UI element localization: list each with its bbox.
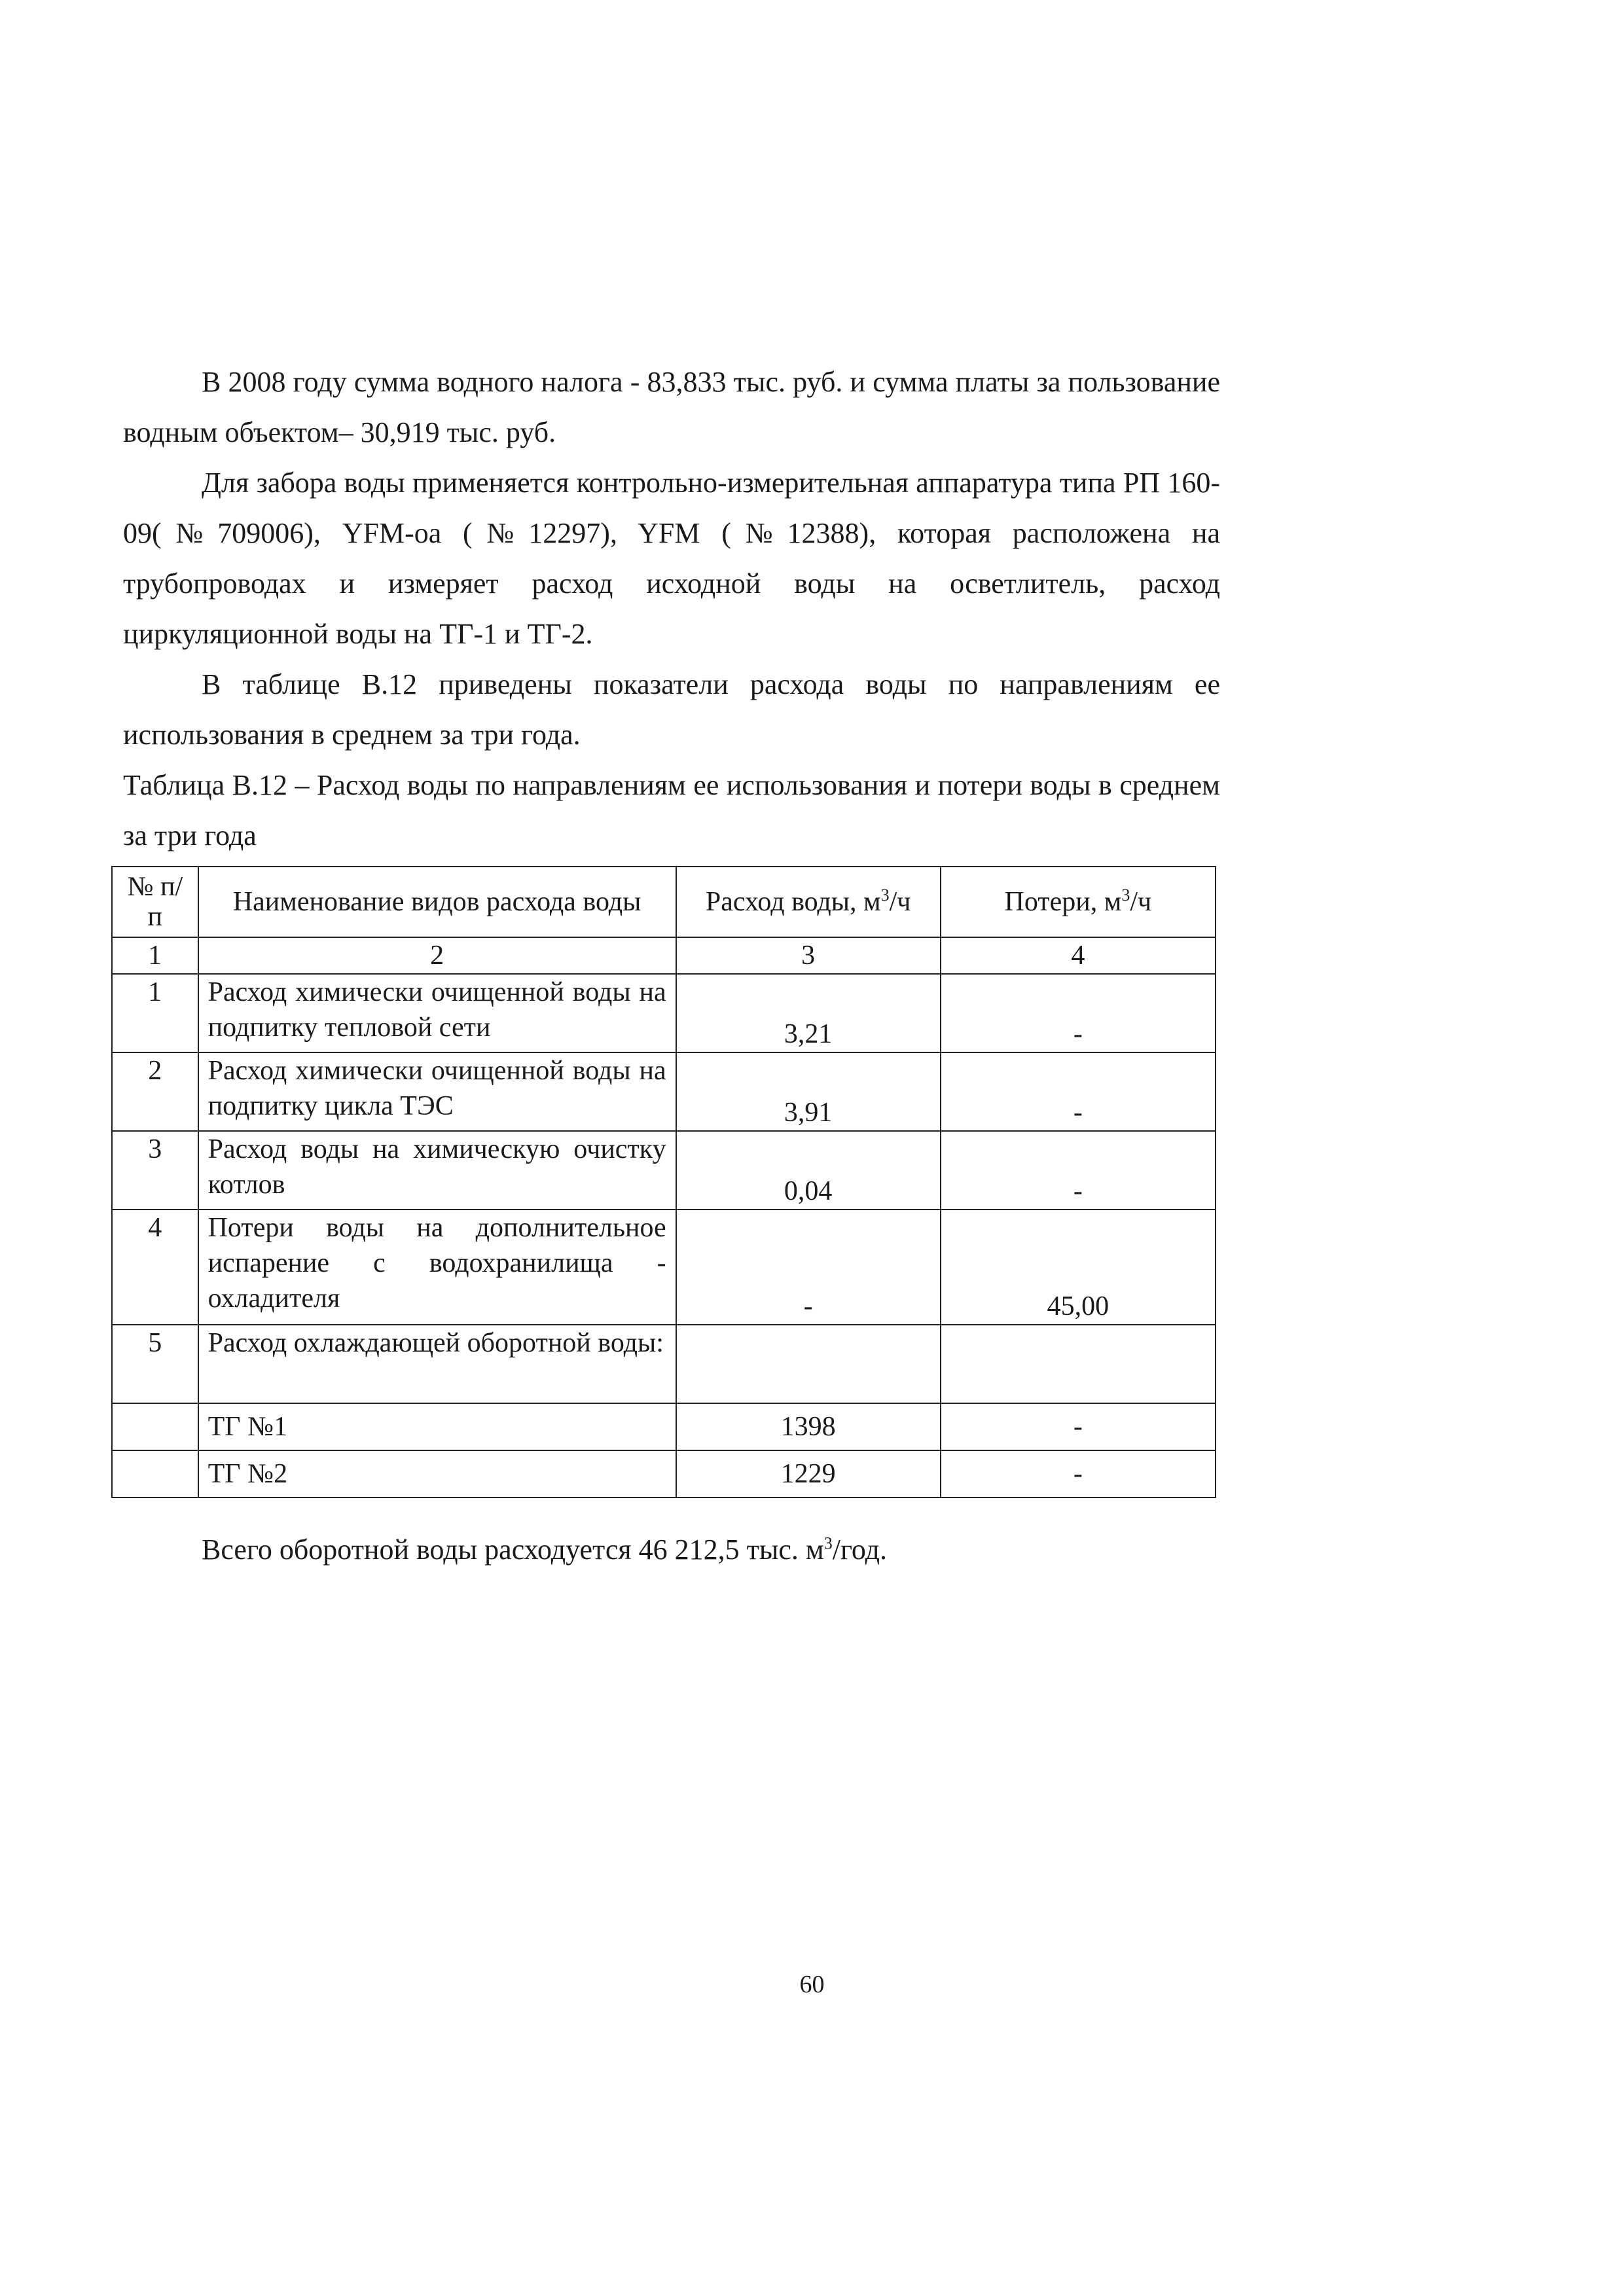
row-num: 3 [112,1131,198,1210]
row-flow: 3,21 [676,974,941,1052]
document-body [123,357,1220,1604]
table-row [112,1131,1216,1210]
table-row [112,974,1216,1052]
total-sup: 3 [823,1534,833,1553]
row-num: 1 [112,974,198,1052]
row-name: Расход охлаждающей оборотной воды: [198,1325,676,1403]
column-number: 1 [112,937,198,974]
row-loss: - [941,974,1216,1052]
row-flow: - [676,1210,941,1325]
row-name: Потери воды на дополнительное испарение с водохранилища - охладителя [198,1210,676,1325]
row-loss: - [941,1450,1216,1498]
header-loss-tail: /ч [1130,887,1152,917]
total-tail: /год. [832,1534,888,1566]
header-flow-tail: /ч [889,887,911,917]
row-loss [941,1325,1216,1403]
row-num: 4 [112,1210,198,1325]
total-text: Всего оборотной воды расходуется 46 212,5 тыс. м [202,1534,824,1566]
column-number: 4 [941,937,1216,974]
paragraph-water-tax: В 2008 году сумма водного налога - 83,833 тыс. руб. и сумма платы за пользование водным объектом– 30,919 тыс. руб. [123,366,1220,448]
header-loss [941,867,1216,937]
row-loss: - [941,1403,1216,1450]
table-row [112,1210,1216,1325]
row-loss: - [941,1131,1216,1210]
header-flow-label: Расход воды, м [705,887,881,917]
column-number: 3 [676,937,941,974]
row-flow: 1229 [676,1450,941,1498]
page-number: 60 [799,1971,825,1998]
paragraph-table-intro: В таблице В.12 приведены показатели расхода воды по направлениям ее использования в среднем за три года. [123,668,1220,751]
row-loss: - [941,1052,1216,1131]
row-name: Расход химически очищенной воды на подпитку тепловой сети [198,974,676,1052]
row-num [112,1403,198,1450]
table-row [112,1052,1216,1131]
column-number: 2 [198,937,676,974]
row-name: Расход воды на химическую очистку котлов [198,1131,676,1210]
header-flow-sup: 3 [880,886,890,905]
column-number-row [112,937,1216,974]
table-row [112,1325,1216,1403]
row-loss: 45,00 [941,1210,1216,1325]
row-flow: 1398 [676,1403,941,1450]
row-name: ТГ №2 [198,1450,676,1498]
water-usage-table [111,866,1216,1498]
row-num: 2 [112,1052,198,1131]
row-flow: 3,91 [676,1052,941,1131]
table-row [112,1403,1216,1450]
row-name: ТГ №1 [198,1403,676,1450]
header-loss-sup: 3 [1121,886,1130,905]
header-loss-label: Потери, м [1004,887,1122,917]
header-num: № п/п [112,867,198,937]
table-header-row [112,867,1216,937]
header-name: Наименование видов расхода воды [198,867,676,937]
total-recycled-water [123,1524,1220,1575]
table-caption: Таблица В.12 – Расход воды по направлениям ее использования и потери воды в среднем за три года [123,769,1220,852]
header-flow [676,867,941,937]
row-flow [676,1325,941,1403]
paragraph-measuring-equipment: Для забора воды применяется контрольно-измерительная аппаратура типа РП 160-09(№709006), YFM-oa (№12297), YFM (№12388), которая расположена на трубопроводах и измеряет расход исходной воды на осветлитель, расход циркуляционной воды на ТГ-1 и ТГ-2. [123,467,1220,650]
row-flow: 0,04 [676,1131,941,1210]
row-num [112,1450,198,1498]
table-row [112,1450,1216,1498]
row-name: Расход химически очищенной воды на подпитку цикла ТЭС [198,1052,676,1131]
row-num: 5 [112,1325,198,1403]
